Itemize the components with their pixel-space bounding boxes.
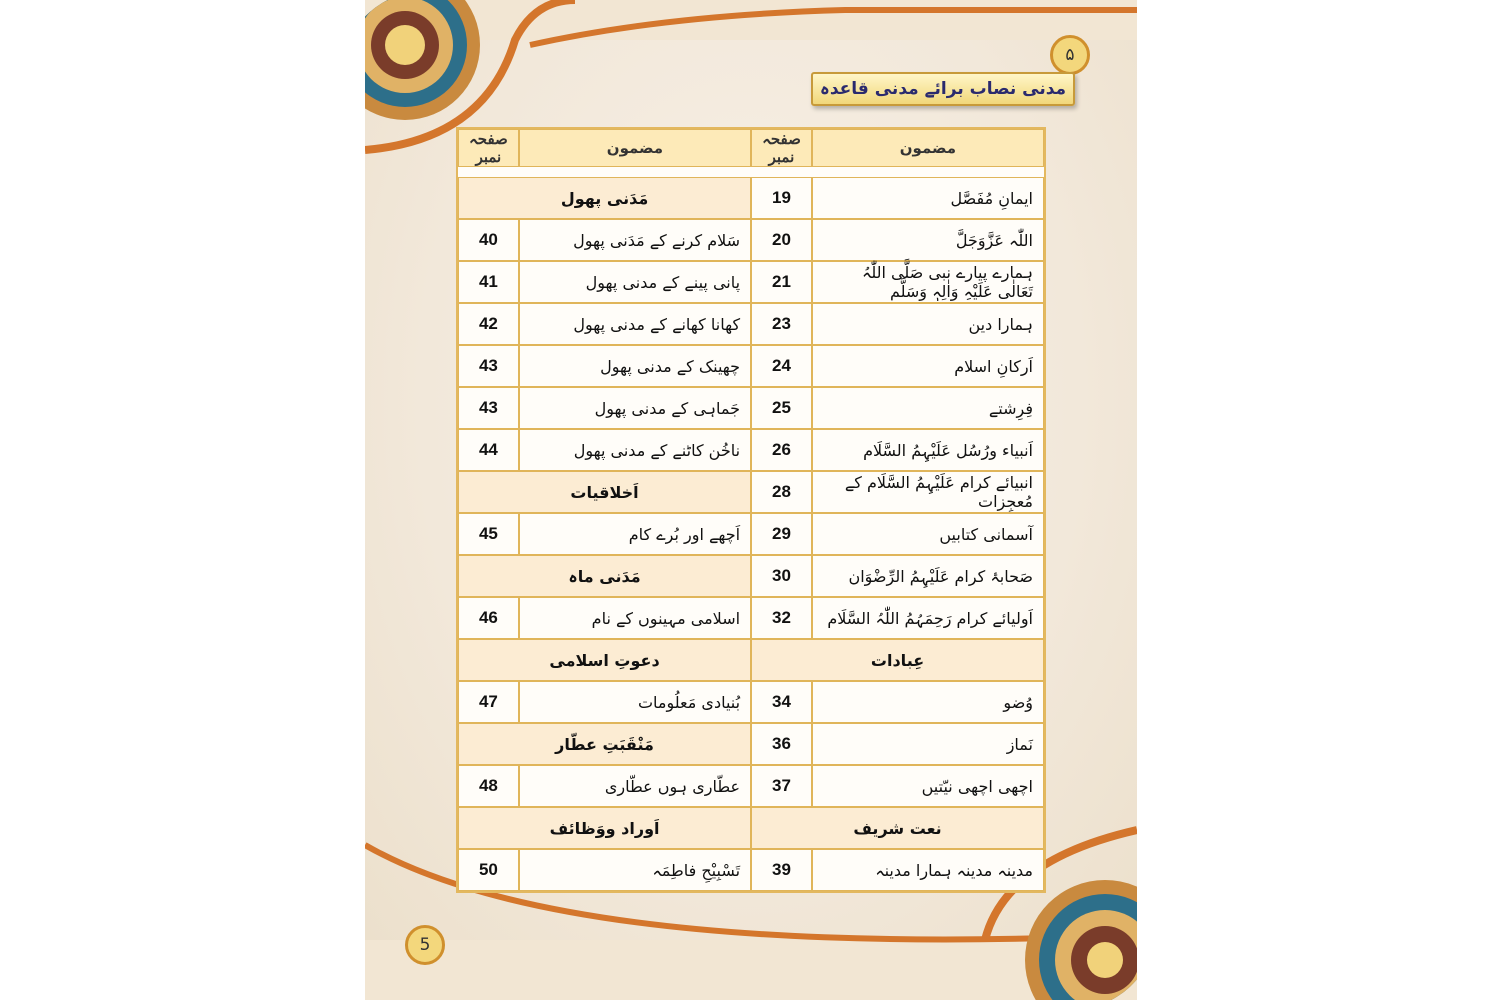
page-cell-left: 41 — [458, 261, 519, 303]
page-cell-right: 20 — [751, 219, 812, 261]
section-heading-left: مَدَنی پھول — [458, 177, 751, 219]
page-cell-left: 46 — [458, 597, 519, 639]
page-cell-left: 40 — [458, 219, 519, 261]
page-cell-left: 43 — [458, 387, 519, 429]
page-cell-left: 44 — [458, 429, 519, 471]
table-row — [458, 513, 1044, 555]
page-cell-left: 47 — [458, 681, 519, 723]
section-heading-left: دعوتِ اسلامی — [458, 639, 751, 681]
page-cell-left: 50 — [458, 849, 519, 891]
table-row — [458, 849, 1044, 891]
page-number-badge-top: ۵ — [1050, 35, 1090, 75]
subject-cell-right: ہمارا دین — [812, 303, 1044, 345]
table-row — [458, 765, 1044, 807]
table-row — [458, 303, 1044, 345]
subject-cell-left: سَلام کرنے کے مَدَنی پھول — [519, 219, 751, 261]
subject-cell-left: چھینک کے مدنی پھول — [519, 345, 751, 387]
page-cell-right: 24 — [751, 345, 812, 387]
table-row — [458, 177, 1044, 219]
page-cell-right: 32 — [751, 597, 812, 639]
page-cell-right: 30 — [751, 555, 812, 597]
page-number-badge-bottom: 5 — [405, 925, 445, 965]
page-cell-right: 34 — [751, 681, 812, 723]
page-cell-left: 45 — [458, 513, 519, 555]
subject-cell-right: اَرکانِ اسلام — [812, 345, 1044, 387]
table-row — [458, 261, 1044, 303]
section-heading-left: اَخلاقیات — [458, 471, 751, 513]
page-cell-right: 37 — [751, 765, 812, 807]
subject-cell-right: اَولیائے کرام رَحِمَہُمُ اللّٰہُ السَّلَام — [812, 597, 1044, 639]
table-row — [458, 807, 1044, 849]
table-row — [458, 345, 1044, 387]
subject-cell-right: ایمانِ مُفَصَّل — [812, 177, 1044, 219]
section-heading-left: مَدَنی ماہ — [458, 555, 751, 597]
table-row — [458, 681, 1044, 723]
section-heading-left: مَنْقَبَتِ عطّار — [458, 723, 751, 765]
subject-cell-right: صَحابۂ کرام عَلَیْہِمُ الرِّضْوَان — [812, 555, 1044, 597]
table-row — [458, 471, 1044, 513]
section-heading-left: اَوراد ووَظائف — [458, 807, 751, 849]
header-page-right: صفحہ نمبر — [751, 129, 812, 167]
subject-cell-left: اَچھے اور بُرے کام — [519, 513, 751, 555]
contents-table-body — [458, 177, 1044, 891]
header-page-left: صفحہ نمبر — [458, 129, 519, 167]
header-subject-right: مضمون — [812, 129, 1044, 167]
section-heading-right: عِبادات — [751, 639, 1044, 681]
page-cell-right: 39 — [751, 849, 812, 891]
page-cell-right: 36 — [751, 723, 812, 765]
page-cell-left: 43 — [458, 345, 519, 387]
subject-cell-left: پانی پینے کے مدنی پھول — [519, 261, 751, 303]
subject-cell-right: نَماز — [812, 723, 1044, 765]
table-row — [458, 219, 1044, 261]
subject-cell-left: اسلامی مہینوں کے نام — [519, 597, 751, 639]
page-cell-left: 48 — [458, 765, 519, 807]
contents-table — [456, 127, 1046, 893]
page-cell-right: 25 — [751, 387, 812, 429]
subject-cell-right: اللّٰہ عَزَّوَجَلَّ — [812, 219, 1044, 261]
subject-cell-right: فِرِشتے — [812, 387, 1044, 429]
page-cell-left: 42 — [458, 303, 519, 345]
page-cell-right: 29 — [751, 513, 812, 555]
subject-cell-left: ناخُن کاٹنے کے مدنی پھول — [519, 429, 751, 471]
subject-cell-right: ہمارے پیارے نبی صَلَّی اللّٰہُ تَعَالٰی عَلَیْہِ وَاٰلِہٖ وَسَلَّم — [812, 261, 1044, 303]
page-cell-right: 28 — [751, 471, 812, 513]
page-title: مدنی نصاب برائے مدنی قاعدہ — [811, 72, 1075, 106]
subject-cell-right: مدینہ مدینہ ہمارا مدینہ — [812, 849, 1044, 891]
table-row — [458, 387, 1044, 429]
table-header-row — [458, 129, 1044, 167]
table-row — [458, 723, 1044, 765]
subject-cell-right: اچھی اچھی نیّتیں — [812, 765, 1044, 807]
header-subject-left: مضمون — [519, 129, 751, 167]
subject-cell-right: آسمانی کتابیں — [812, 513, 1044, 555]
subject-cell-left: جَماہی کے مدنی پھول — [519, 387, 751, 429]
page-cell-right: 21 — [751, 261, 812, 303]
subject-cell-right: وُضو — [812, 681, 1044, 723]
subject-cell-left: عطّاری ہوں عطّاری — [519, 765, 751, 807]
section-heading-right: نعت شریف — [751, 807, 1044, 849]
page-cell-right: 26 — [751, 429, 812, 471]
table-row — [458, 597, 1044, 639]
table-row — [458, 555, 1044, 597]
table-row — [458, 639, 1044, 681]
page-cell-right: 19 — [751, 177, 812, 219]
table-spacer-row — [458, 167, 1044, 177]
subject-cell-right: اَنبیاء ورُسُل عَلَیْہِمُ السَّلَام — [812, 429, 1044, 471]
subject-cell-left: تَسْبِیْحِ فاطِمَہ — [519, 849, 751, 891]
subject-cell-left: بُنیادی مَعلُومات — [519, 681, 751, 723]
table-row — [458, 429, 1044, 471]
page-cell-right: 23 — [751, 303, 812, 345]
subject-cell-right: انبیائے کرام عَلَیْہِمُ السَّلَام کے مُعجِزات — [812, 471, 1044, 513]
subject-cell-left: کھانا کھانے کے مدنی پھول — [519, 303, 751, 345]
